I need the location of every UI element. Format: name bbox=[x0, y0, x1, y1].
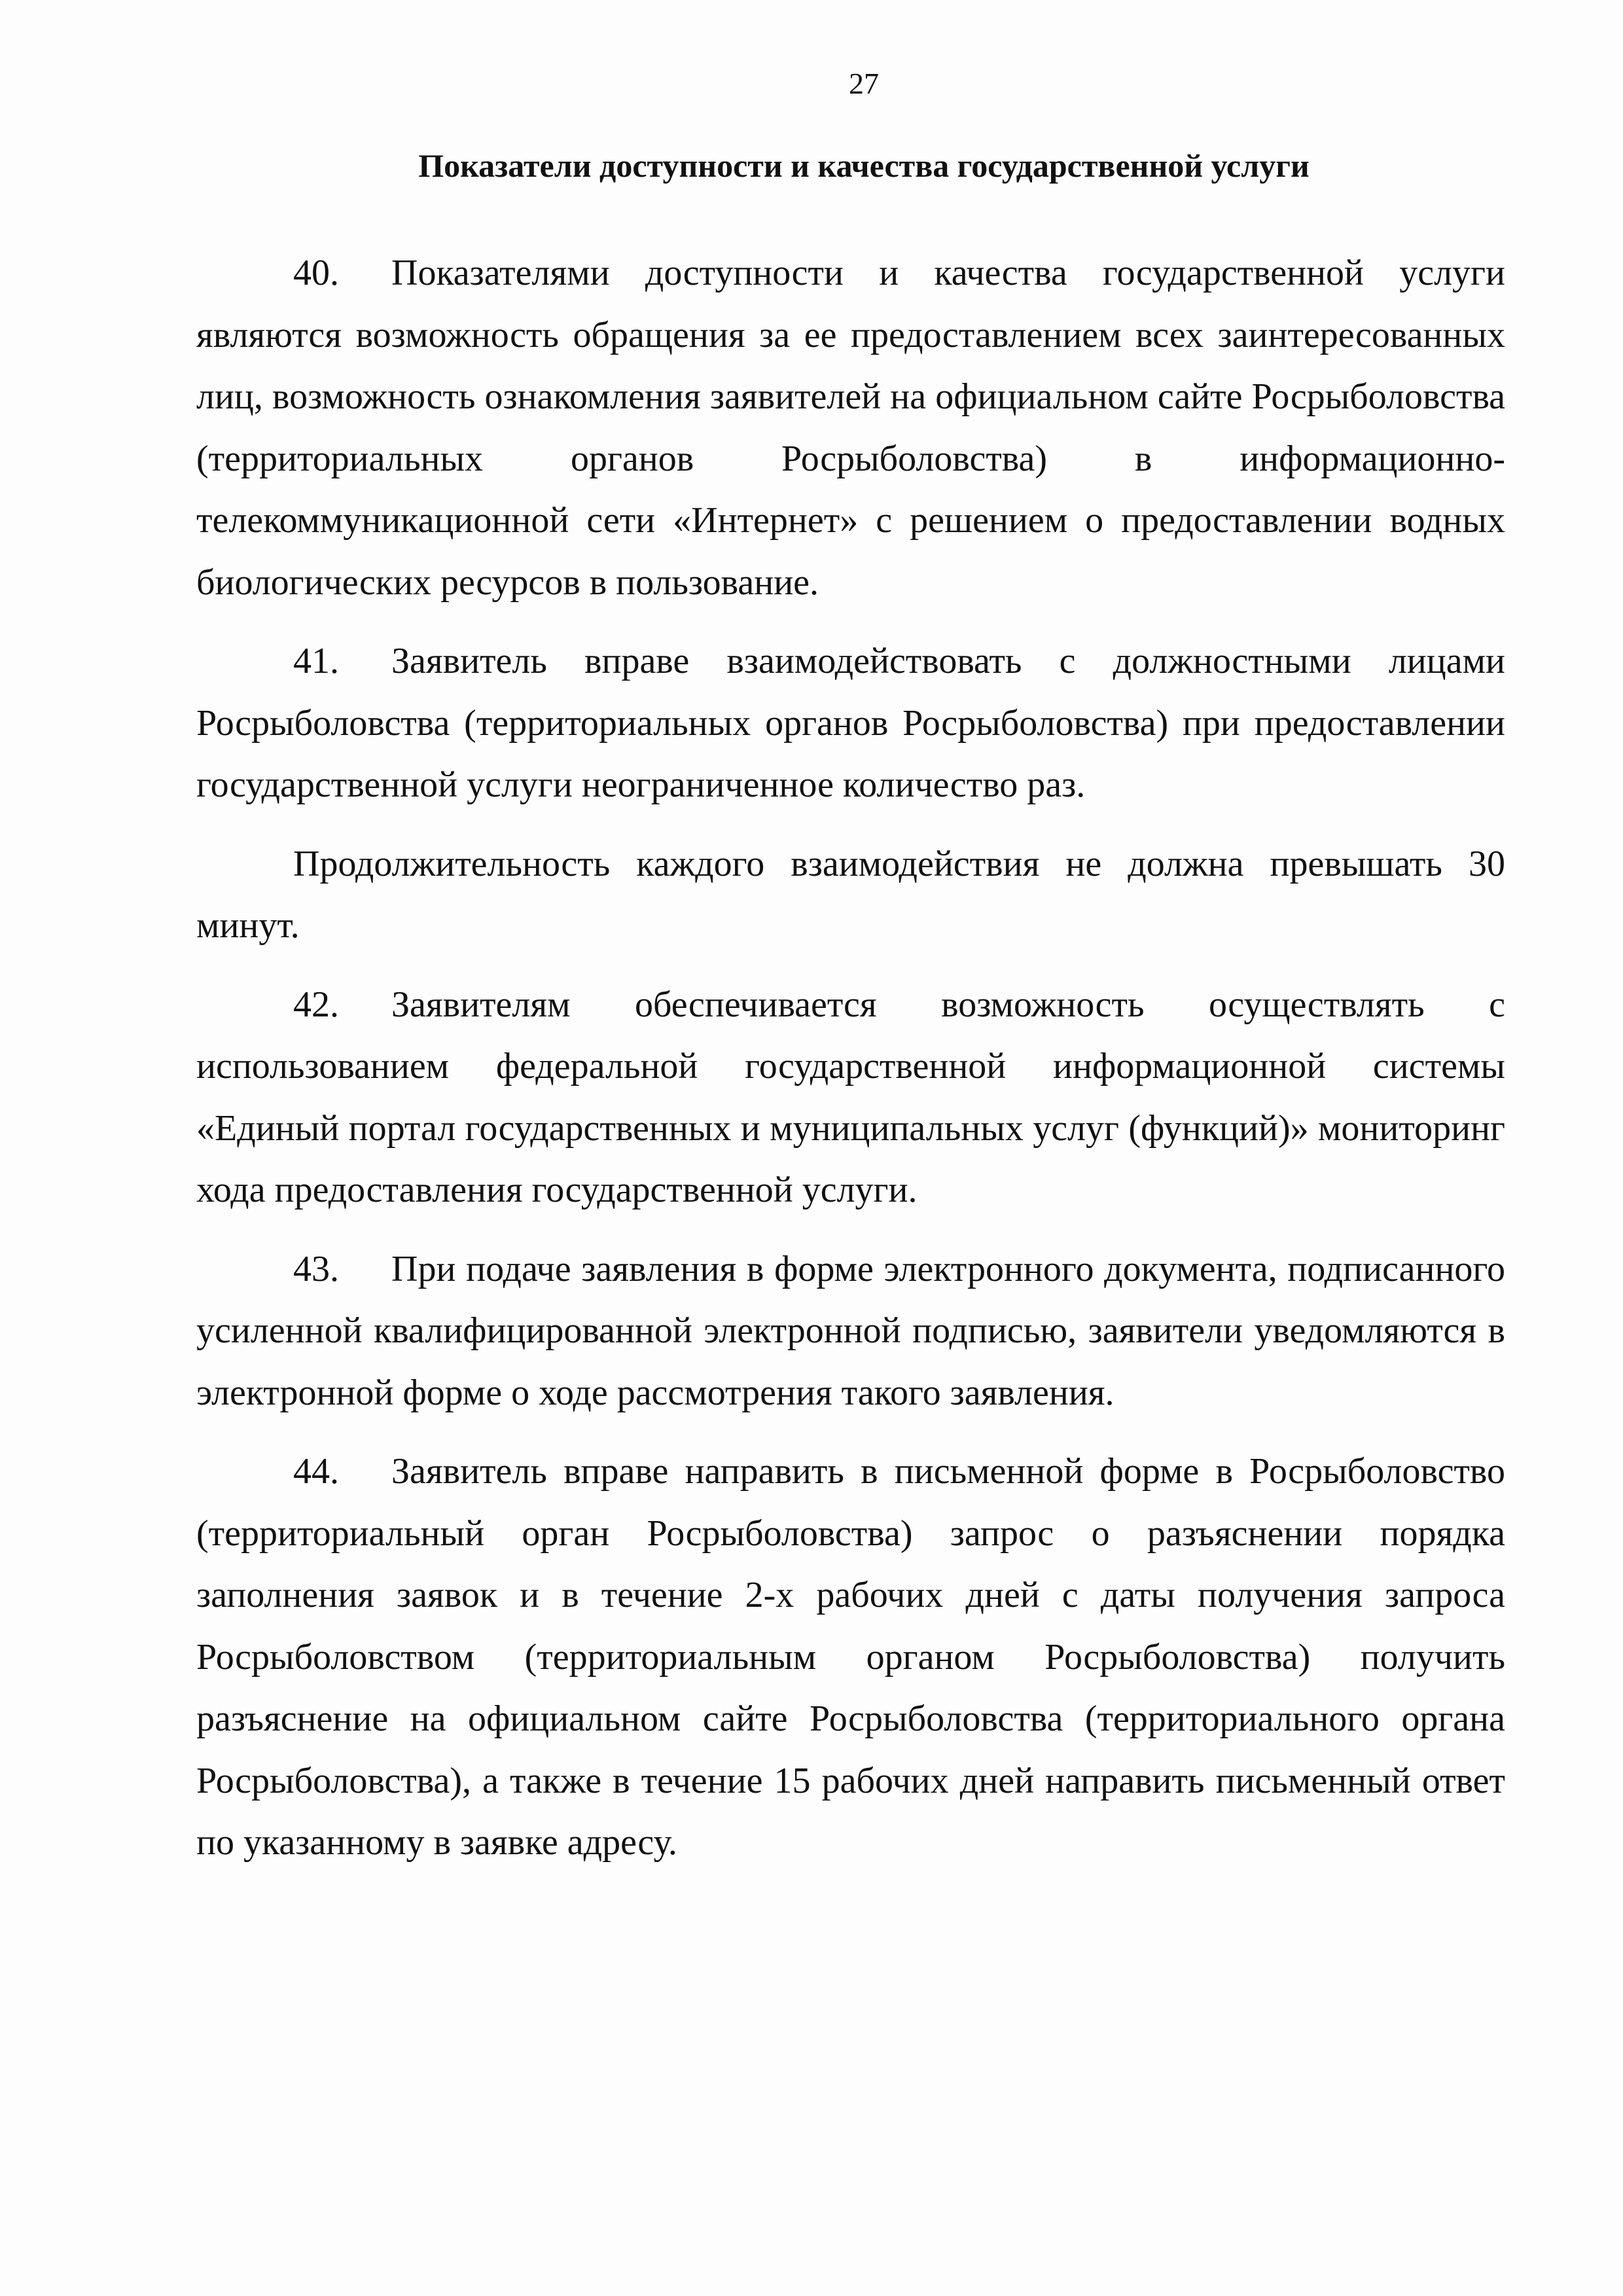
page-number: 27 bbox=[849, 67, 879, 100]
paragraph-text: Заявитель вправе взаимодействовать с должностными лицами Росрыболовства (территориальных органов Росрыболовства) при предоставлении государственной услуги неограниченное количество раз. bbox=[196, 641, 1505, 805]
paragraph-number: 42. bbox=[293, 984, 339, 1025]
paragraph-41-continuation bbox=[196, 833, 1505, 957]
paragraph-text: Показателями доступности и качества государственной услуги являются возможность обращения за ее предоставлением всех заинтересованных лиц, возможность ознакомления заявителей на официальном сайте Росрыболовства (территориальных органов Росрыболовства) в информационно-телекоммуникационной сети «Интернет» с решением о предоставлении водных биологических ресурсов в пользование. bbox=[196, 253, 1505, 603]
paragraph-text: Заявитель вправе направить в письменной форме в Росрыболовство (территориальный орган Росрыболовства) запрос о разъяснении порядка заполнения заявок и в течение 2-х рабочих дней с даты получения запроса Росрыболовством (территориальным органом Росрыболовства) получить разъяснение на официальном сайте Росрыболовства (территориального органа Росрыболовства), а также в течение 15 рабочих дней направить письменный ответ по указанному в заявке адресу. bbox=[196, 1451, 1505, 1863]
document-body bbox=[196, 242, 1505, 1874]
paragraph-43 bbox=[196, 1238, 1505, 1424]
paragraph-42 bbox=[196, 974, 1505, 1221]
paragraph-number: 43. bbox=[293, 1248, 339, 1289]
paragraph-text: Заявителям обеспечивается возможность осуществлять с использованием федеральной государственной информационной системы «Единый портал государственных и муниципальных услуг (функций)» мониторинг хода предоставления государственной услуги. bbox=[196, 984, 1505, 1210]
paragraph-text: Продолжительность каждого взаимодействия не должна превышать 30 минут. bbox=[196, 843, 1505, 946]
paragraph-40 bbox=[196, 242, 1505, 613]
paragraph-number: 40. bbox=[293, 253, 339, 293]
paragraph-number: 44. bbox=[293, 1451, 339, 1492]
section-heading: Показатели доступности и качества государственной услуги bbox=[418, 147, 1310, 184]
paragraph-41 bbox=[196, 630, 1505, 816]
paragraph-44 bbox=[196, 1441, 1505, 1874]
paragraph-number: 41. bbox=[293, 641, 339, 681]
paragraph-text: При подаче заявления в форме электронного документа, подписанного усиленной квалифицированной электронной подписью, заявители уведомляются в электронной форме о ходе рассмотрения такого заявления. bbox=[196, 1248, 1505, 1413]
